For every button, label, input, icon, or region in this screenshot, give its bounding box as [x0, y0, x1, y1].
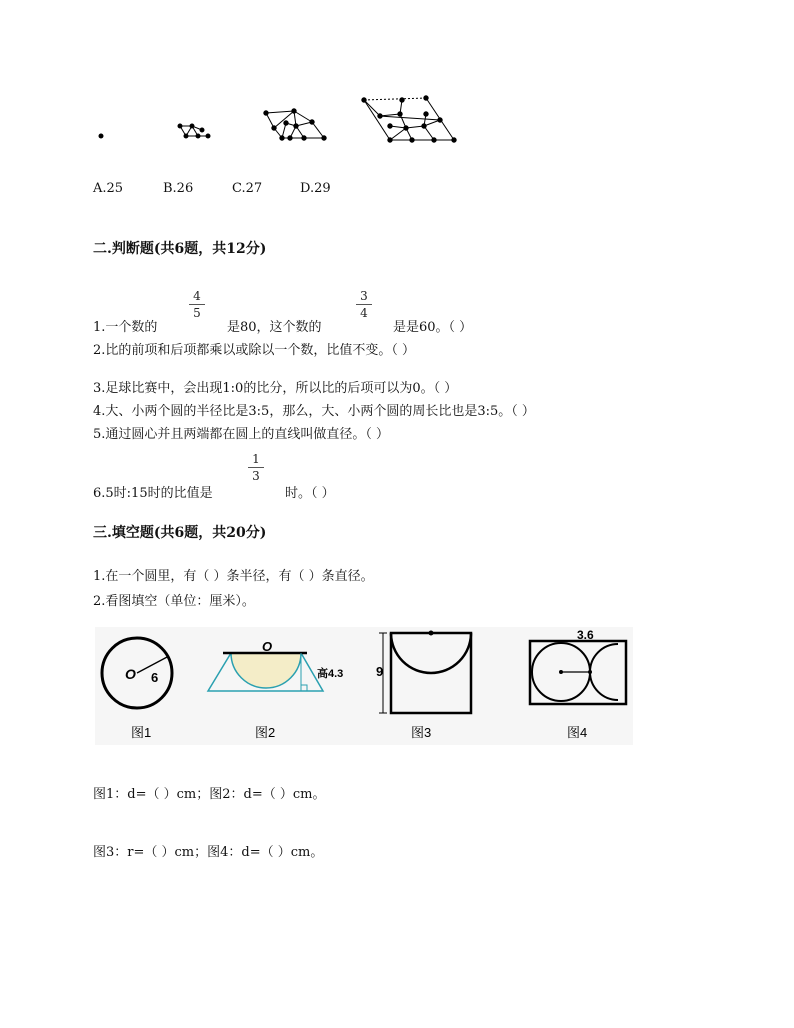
section2-heading: 二.判断题(共6题，共12分) [93, 241, 267, 257]
fill-answer-line-1: 图1：d=（ ）cm；图2：d=（ ）cm。 [93, 787, 326, 802]
section3-heading: 三.填空题(共6题，共20分) [93, 525, 267, 541]
pattern-3 [264, 109, 326, 140]
judge-q2: 2.比的前项和后项都乘以或除以一个数，比值不变。（ ） [93, 343, 416, 358]
option-b[interactable]: B.26 [163, 181, 194, 196]
judge-q4: 4.大、小两个圆的半径比是3:5，那么，大、小两个圆的周长比也是3:5。（ ） [93, 404, 535, 419]
judge-q1-post: 是是60。（ ） [393, 320, 473, 335]
fraction-1-3 [246, 453, 266, 482]
option-d[interactable]: D.29 [300, 181, 331, 196]
figures-panel [95, 627, 633, 745]
fig4-top-label: 3.6 [577, 628, 594, 642]
fill-answer-line-2: 图3：r=（ ）cm；图4：d=（ ）cm。 [93, 845, 324, 860]
pattern-1-dot [99, 134, 104, 139]
fraction-3-4 [354, 290, 374, 319]
judge-q6-post: 时。（ ） [285, 486, 335, 501]
fig2-caption: 图2 [255, 725, 276, 740]
fraction-numerator: 4 [193, 289, 201, 303]
judge-q5: 5.通过圆心并且两端都在圆上的直线叫做直径。（ ） [93, 427, 390, 442]
fraction-denominator: 5 [193, 306, 201, 320]
pattern-2 [178, 124, 210, 138]
judge-q1-pre: 1.一个数的 [93, 320, 158, 335]
fig1-radius-label: 6 [151, 670, 159, 685]
dot-pattern-figures [90, 90, 470, 150]
fig4-caption: 图4 [567, 725, 588, 740]
fig3-caption: 图3 [411, 725, 432, 740]
fig2-height-label: 高4.3 [317, 668, 344, 680]
fraction-4-5 [187, 290, 207, 319]
judge-q1-mid: 是80，这个数的 [227, 320, 322, 335]
fig3-side-label: 9 [376, 664, 384, 679]
fig1-caption: 图1 [131, 725, 152, 740]
pattern-4 [362, 96, 456, 142]
fill-q1: 1.在一个圆里，有（ ）条半径，有（ ）条直径。 [93, 569, 374, 584]
judge-q3: 3.足球比赛中，会出现1:0的比分，所以比的后项可以为0。（ ） [93, 381, 458, 396]
fig1-center-label: O [125, 666, 136, 682]
fraction-denominator: 4 [360, 306, 368, 320]
fraction-denominator: 3 [252, 469, 260, 483]
fill-q2: 2.看图填空（单位：厘米）。 [93, 594, 255, 609]
judge-q6-pre: 6.5时:15时的比值是 [93, 486, 213, 501]
fig2-center-label: O [262, 639, 273, 654]
option-a[interactable]: A.25 [93, 181, 124, 196]
fraction-numerator: 1 [252, 452, 260, 466]
option-c[interactable]: C.27 [232, 181, 263, 196]
fraction-numerator: 3 [360, 289, 368, 303]
